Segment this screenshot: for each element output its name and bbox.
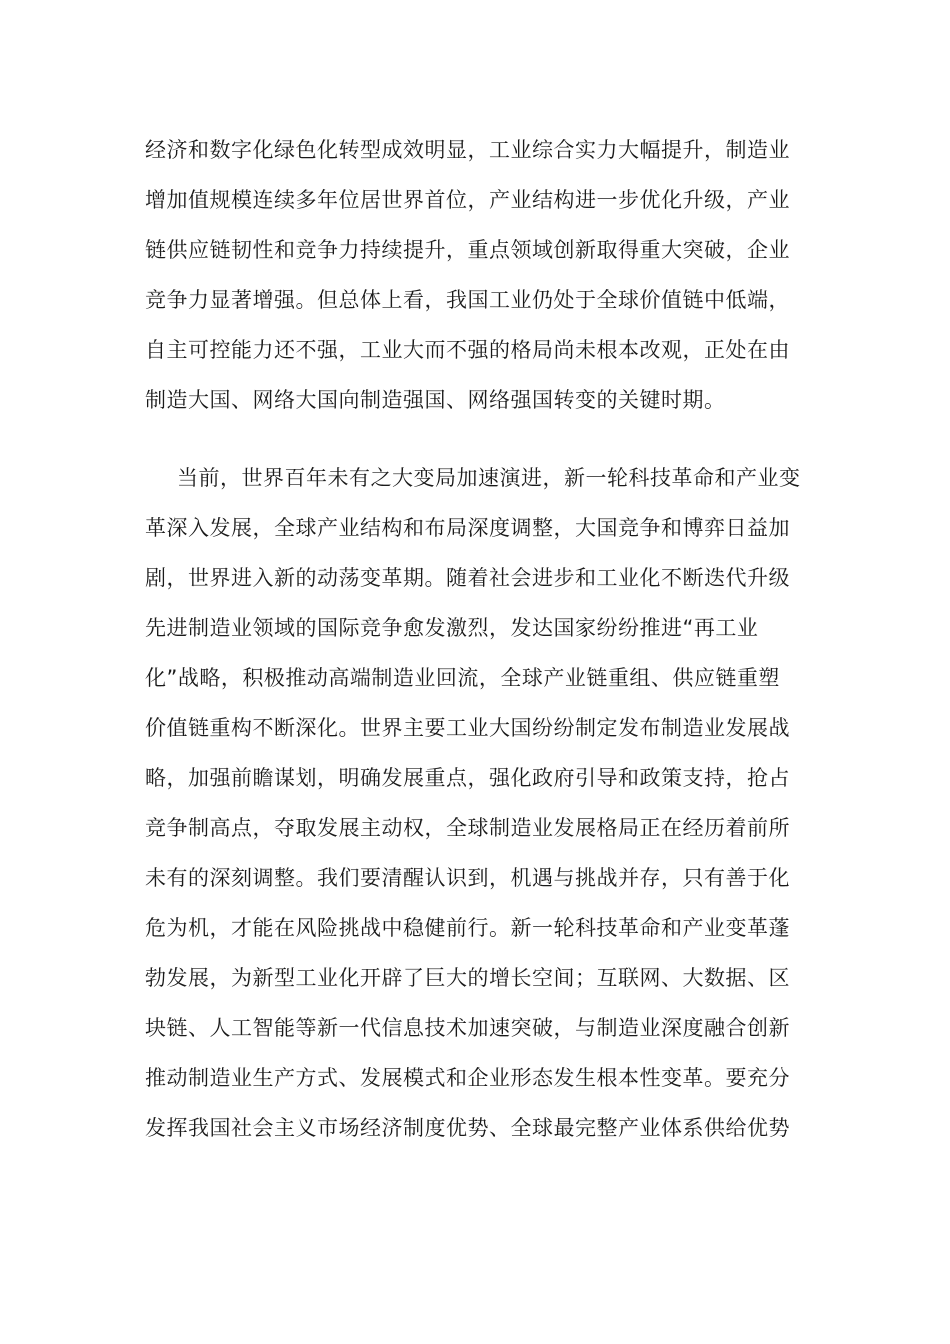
paragraph-1-line-6: 制造大国、网络大国向制造强国、网络强国转变的关键时期。 (145, 388, 726, 412)
paragraph-2-line-8: 竞争制高点，夺取发展主动权，全球制造业发展格局正在经历着前所 (145, 816, 790, 840)
paragraph-1-line-4: 竞争力显著增强。但总体上看，我国工业仍处于全球价值链中低端， (145, 288, 790, 312)
paragraph-2-line-10: 危为机，才能在风险挑战中稳健前行。新一轮科技革命和产业变革蓬 (145, 916, 790, 940)
paragraph-2-line-9: 未有的深刻调整。我们要清醒认识到，机遇与挑战并存，只有善于化 (145, 866, 790, 890)
paragraph-2-line-7: 略，加强前瞻谋划，明确发展重点，强化政府引导和政策支持，抢占 (145, 766, 790, 790)
paragraph-2-line-14: 发挥我国社会主义市场经济制度优势、全球最完整产业体系供给优势 (145, 1116, 790, 1140)
paragraph-2-line-12: 块链、人工智能等新一代信息技术加速突破，与制造业深度融合创新 (145, 1016, 790, 1040)
paragraph-1-line-2: 增加值规模连续多年位居世界首位，产业结构进一步优化升级，产业 (145, 188, 790, 212)
paragraph-1-line-1: 经济和数字化绿色化转型成效明显，工业综合实力大幅提升，制造业 (145, 138, 790, 162)
paragraph-1-line-5: 自主可控能力还不强，工业大而不强的格局尚未根本改观，正处在由 (145, 338, 790, 362)
paragraph-2-line-6: 价值链重构不断深化。世界主要工业大国纷纷制定发布制造业发展战 (145, 716, 790, 740)
paragraph-2-line-4: 先进制造业领域的国际竞争愈发激烈，发达国家纷纷推进“再工业 (145, 616, 759, 640)
paragraph-2-line-3: 剧，世界进入新的动荡变革期。随着社会进步和工业化不断迭代升级 (145, 566, 790, 590)
paragraph-2-line-13: 推动制造业生产方式、发展模式和企业形态发生根本性变革。要充分 (145, 1066, 790, 1090)
paragraph-1-line-3: 链供应链韧性和竞争力持续提升，重点领域创新取得重大突破，企业 (145, 238, 790, 262)
paragraph-2-line-11: 勃发展，为新型工业化开辟了巨大的增长空间；互联网、大数据、区 (145, 966, 790, 990)
paragraph-2-line-5: 化”战略，积极推动高端制造业回流，全球产业链重组、供应链重塑 (145, 666, 780, 690)
paragraph-2-line-1: 当前，世界百年未有之大变局加速演进，新一轮科技革命和产业变 (177, 466, 801, 490)
paragraph-2-line-2: 革深入发展，全球产业结构和布局深度调整，大国竞争和博弈日益加 (145, 516, 790, 540)
